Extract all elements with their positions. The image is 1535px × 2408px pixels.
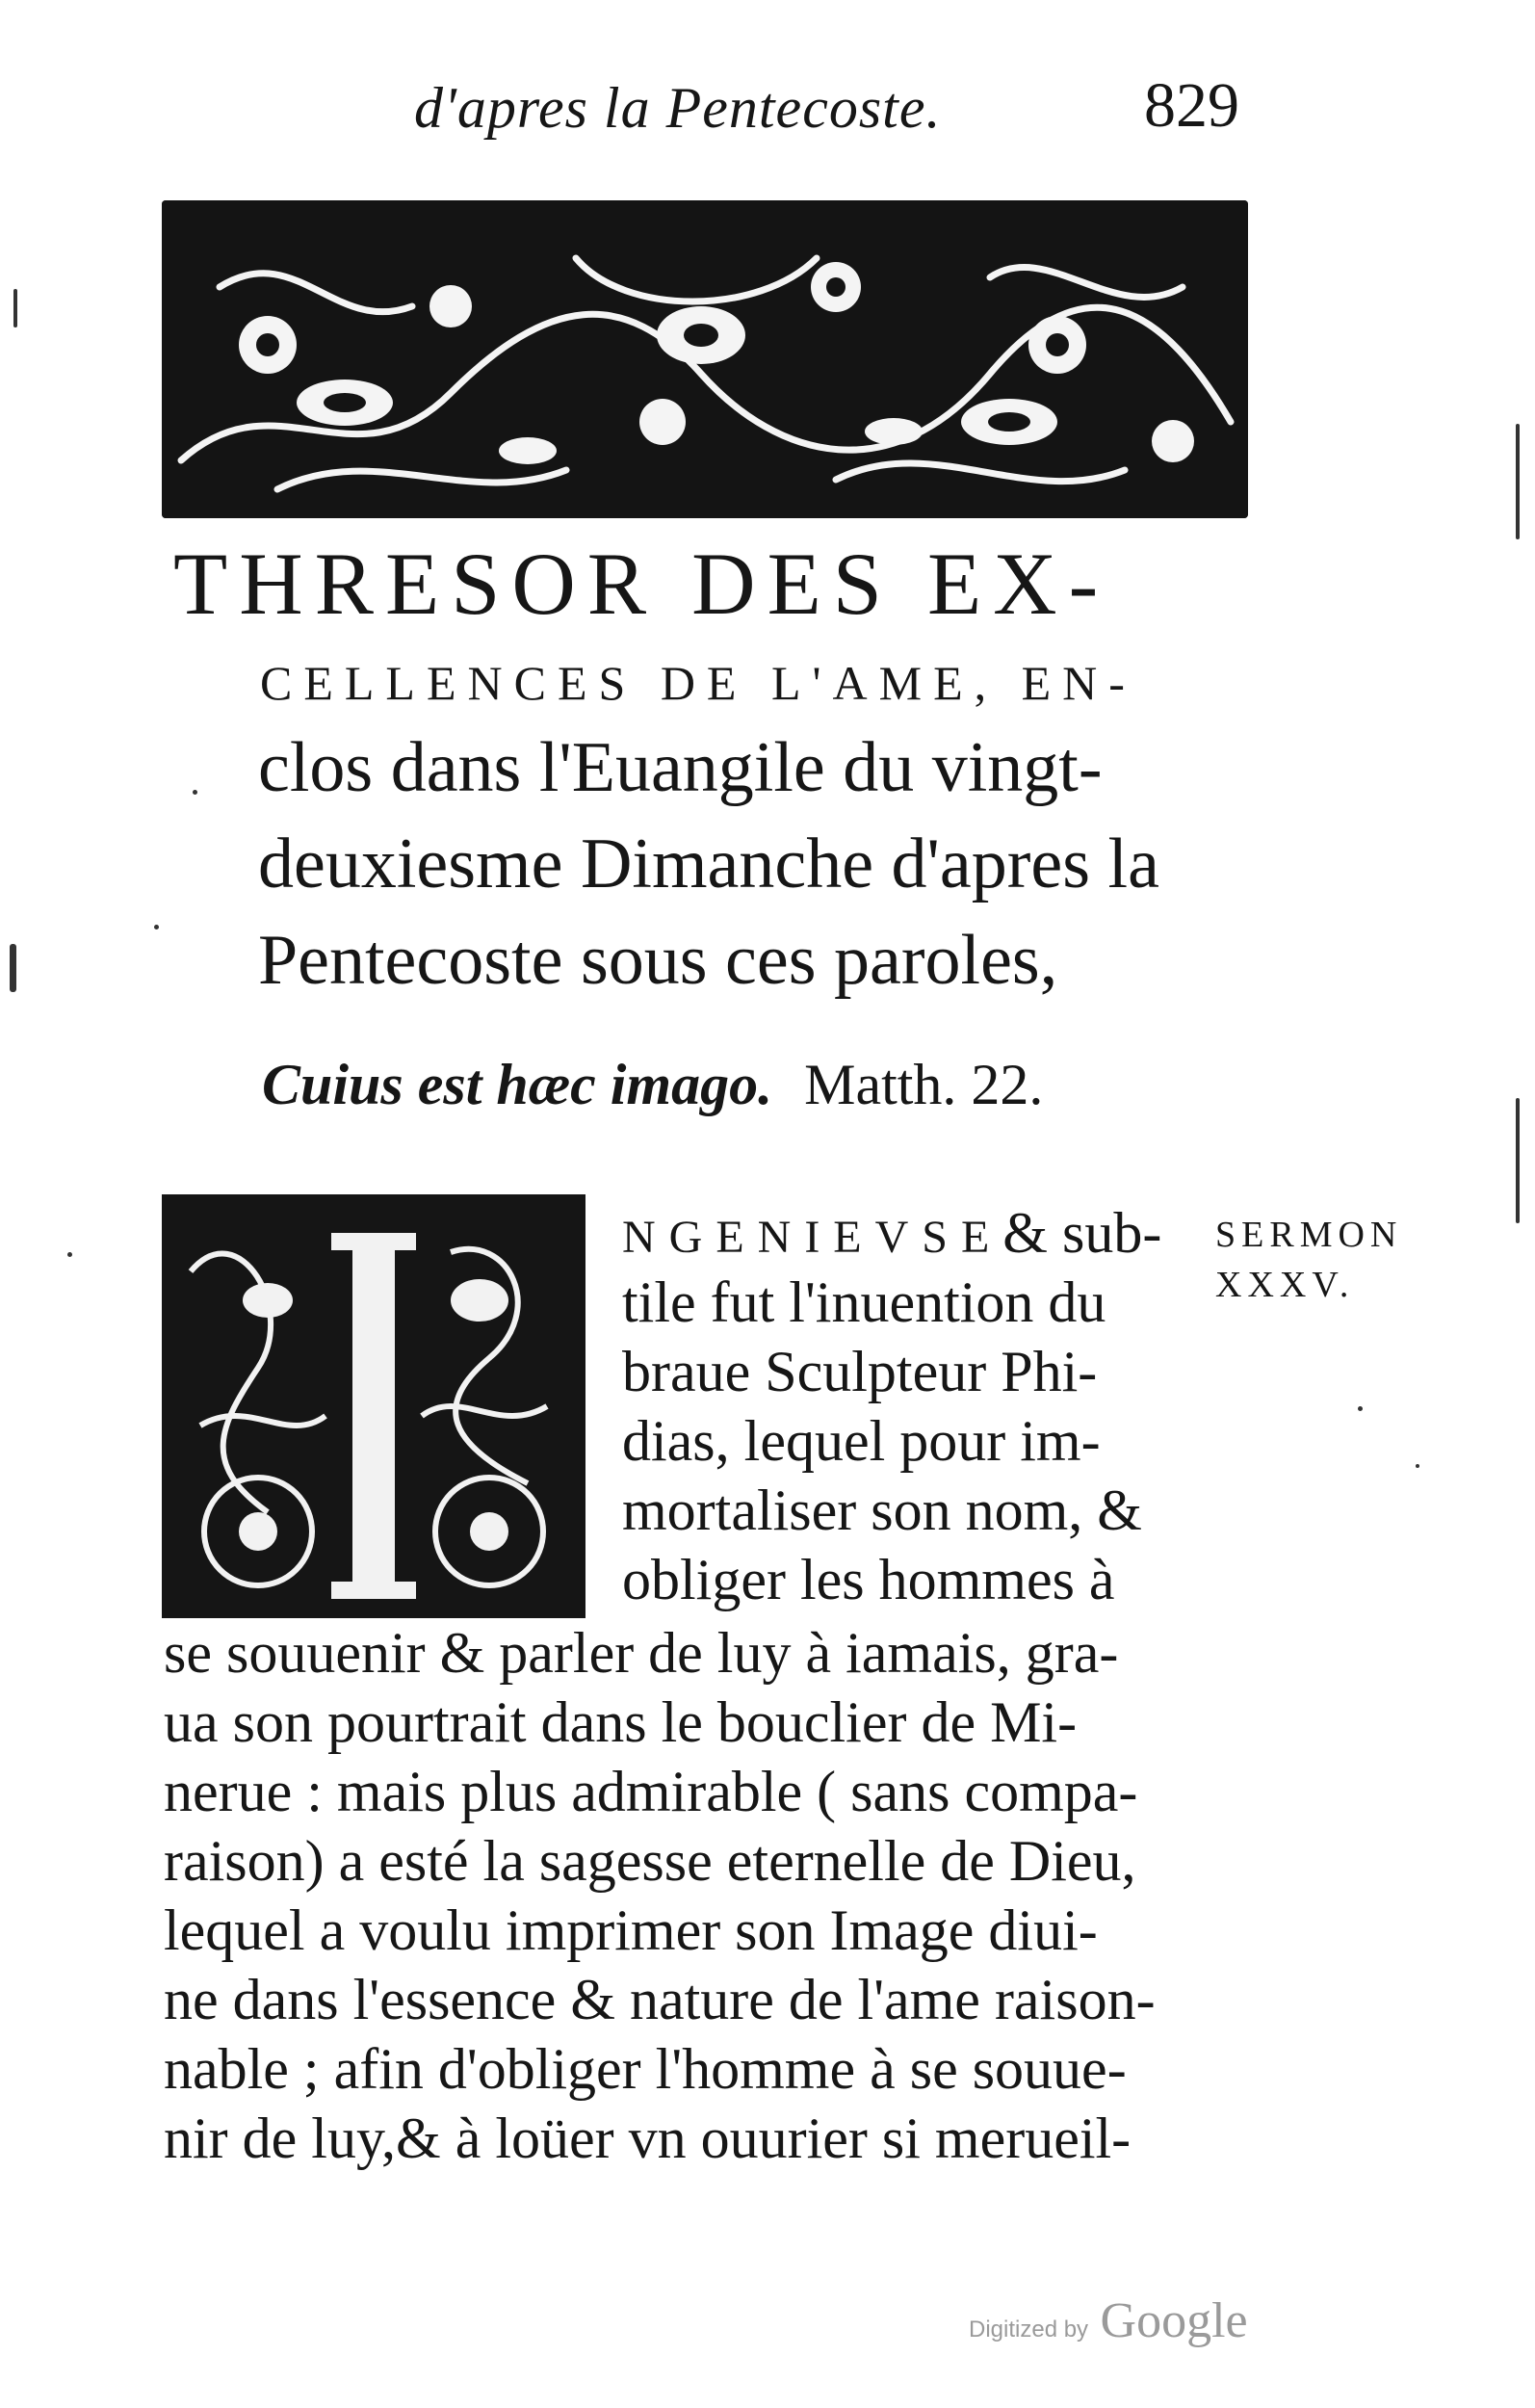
scan-speck: [1516, 424, 1520, 539]
body-line-7: se souuenir & parler de luy à iamais, gra-: [164, 1621, 1119, 1685]
body-line-9: nerue : mais plus admirable ( sans compa-: [164, 1760, 1138, 1823]
body-line-1: [622, 1201, 1162, 1265]
body-line-2: tile fut l'inuention du: [622, 1270, 1106, 1334]
title-line-5: Pentecoste sous ces paroles,: [258, 921, 1058, 1000]
scan-speck: [154, 925, 159, 929]
body-line-13: nable ; afin d'obliger l'homme à se souue-: [164, 2037, 1127, 2101]
title-line-2: CELLENCES DE L'AME, EN-: [260, 656, 1136, 710]
digitized-label: Digitized by: [969, 2316, 1089, 2343]
page-number: 829: [1144, 70, 1239, 141]
scan-speck: [1416, 1464, 1419, 1468]
title-line-3: clos dans l'Euangile du vingt-: [258, 728, 1103, 807]
initial-letter-i-icon: [162, 1194, 585, 1618]
body-first-word: NGENIEVSE: [622, 1212, 1003, 1263]
digitized-by-google: [969, 2292, 1248, 2349]
citation-reference: Matth. 22.: [804, 1053, 1044, 1116]
scripture-citation: [262, 1052, 1043, 1118]
body-line-10: raison) a esté la sagesse eternelle de Dieu,: [164, 1829, 1136, 1893]
title-line-1: THRESOR DES EX-: [173, 535, 1110, 633]
title-line-4: deuxiesme Dimanche d'apres la: [258, 824, 1159, 903]
margin-note-sermon: SERMON: [1215, 1215, 1403, 1255]
decorated-initial: [162, 1194, 585, 1618]
scan-speck: [10, 944, 16, 992]
scan-speck: [13, 289, 17, 327]
margin-note: [1215, 1210, 1402, 1310]
scan-speck: [193, 790, 197, 795]
body-line-6: obliger les hommes à: [622, 1548, 1115, 1611]
margin-note-number: XXXV.: [1215, 1265, 1355, 1305]
body-line-3: braue Sculpteur Phi-: [622, 1340, 1098, 1403]
body-line-5: mortaliser son nom, &: [622, 1479, 1142, 1542]
floral-bird-ornament-icon: [162, 200, 1248, 518]
scan-speck: [67, 1252, 72, 1257]
body-line-1-rest: & sub-: [1002, 1201, 1162, 1265]
body-line-8: ua son pourtrait dans le bouclier de Mi-: [164, 1690, 1078, 1754]
running-head: d'apres la Pentecoste.: [414, 76, 942, 140]
scan-speck: [1358, 1406, 1363, 1411]
google-wordmark: Google: [1100, 2293, 1248, 2348]
scan-speck: [1516, 1098, 1520, 1223]
citation-latin: Cuius est hæc imago.: [262, 1053, 773, 1116]
body-line-4: dias, lequel pour im-: [622, 1409, 1101, 1473]
body-line-12: ne dans l'essence & nature de l'ame raison-: [164, 1968, 1156, 2031]
ornamental-headpiece: [162, 200, 1248, 518]
body-line-14: nir de luy,& à loüer vn ouurier si merueil-: [164, 2107, 1132, 2170]
body-line-11: lequel a voulu imprimer son Image diui-: [164, 1898, 1098, 1962]
